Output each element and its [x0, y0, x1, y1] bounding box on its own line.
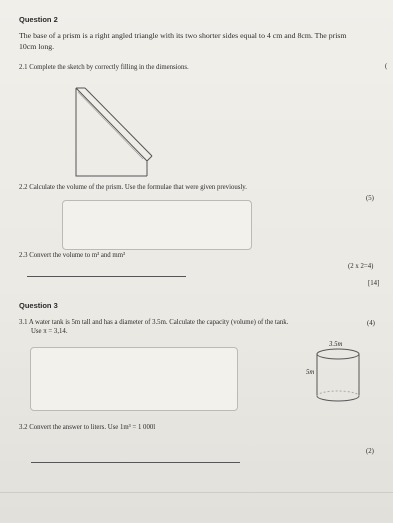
q2-intro-line2: 10cm long. — [19, 42, 55, 51]
q2-2-marks: (5) — [366, 195, 374, 202]
q2-total-marks: [14] — [368, 280, 380, 287]
q2-1-marks: ( — [385, 63, 388, 70]
q3-2-marks: (2) — [366, 448, 374, 455]
q2-3-prompt: 2.3 Convert the volume to m³ and mm³ — [19, 252, 126, 259]
tank-height-label: 5m — [306, 369, 315, 376]
q2-2-prompt: 2.2 Calculate the volume of the prism. Use the formulae that were given previously. — [19, 184, 247, 191]
question-2-title: Question 2 — [19, 15, 58, 24]
q3-2-prompt: 3.2 Convert the answer to liters. Use 1m³ = 1 000l — [19, 424, 156, 431]
q3-1-prompt-line2: Use π = 3,14. — [31, 328, 68, 335]
q3-1-prompt-line1: 3.1 A water tank is 5m tall and has a diameter of 3.5m. Calculate the capacity (volume) of the tank. — [19, 319, 289, 326]
q3-2-answer-line[interactable] — [31, 462, 240, 463]
q2-1-prompt: 2.1 Complete the sketch by correctly filling in the dimensions. — [19, 64, 189, 71]
question-3-title: Question 3 — [19, 301, 58, 310]
q2-intro-line1: The base of a prism is a right angled triangle with its two shorter sides equal to 4 cm and 8cm. The prism — [19, 31, 347, 40]
tank-diameter-label: 3.5m — [329, 341, 343, 348]
page-divider — [0, 492, 393, 493]
q2-3-marks: (2 x 2=4) — [348, 263, 374, 270]
q3-1-marks: (4) — [367, 320, 375, 327]
